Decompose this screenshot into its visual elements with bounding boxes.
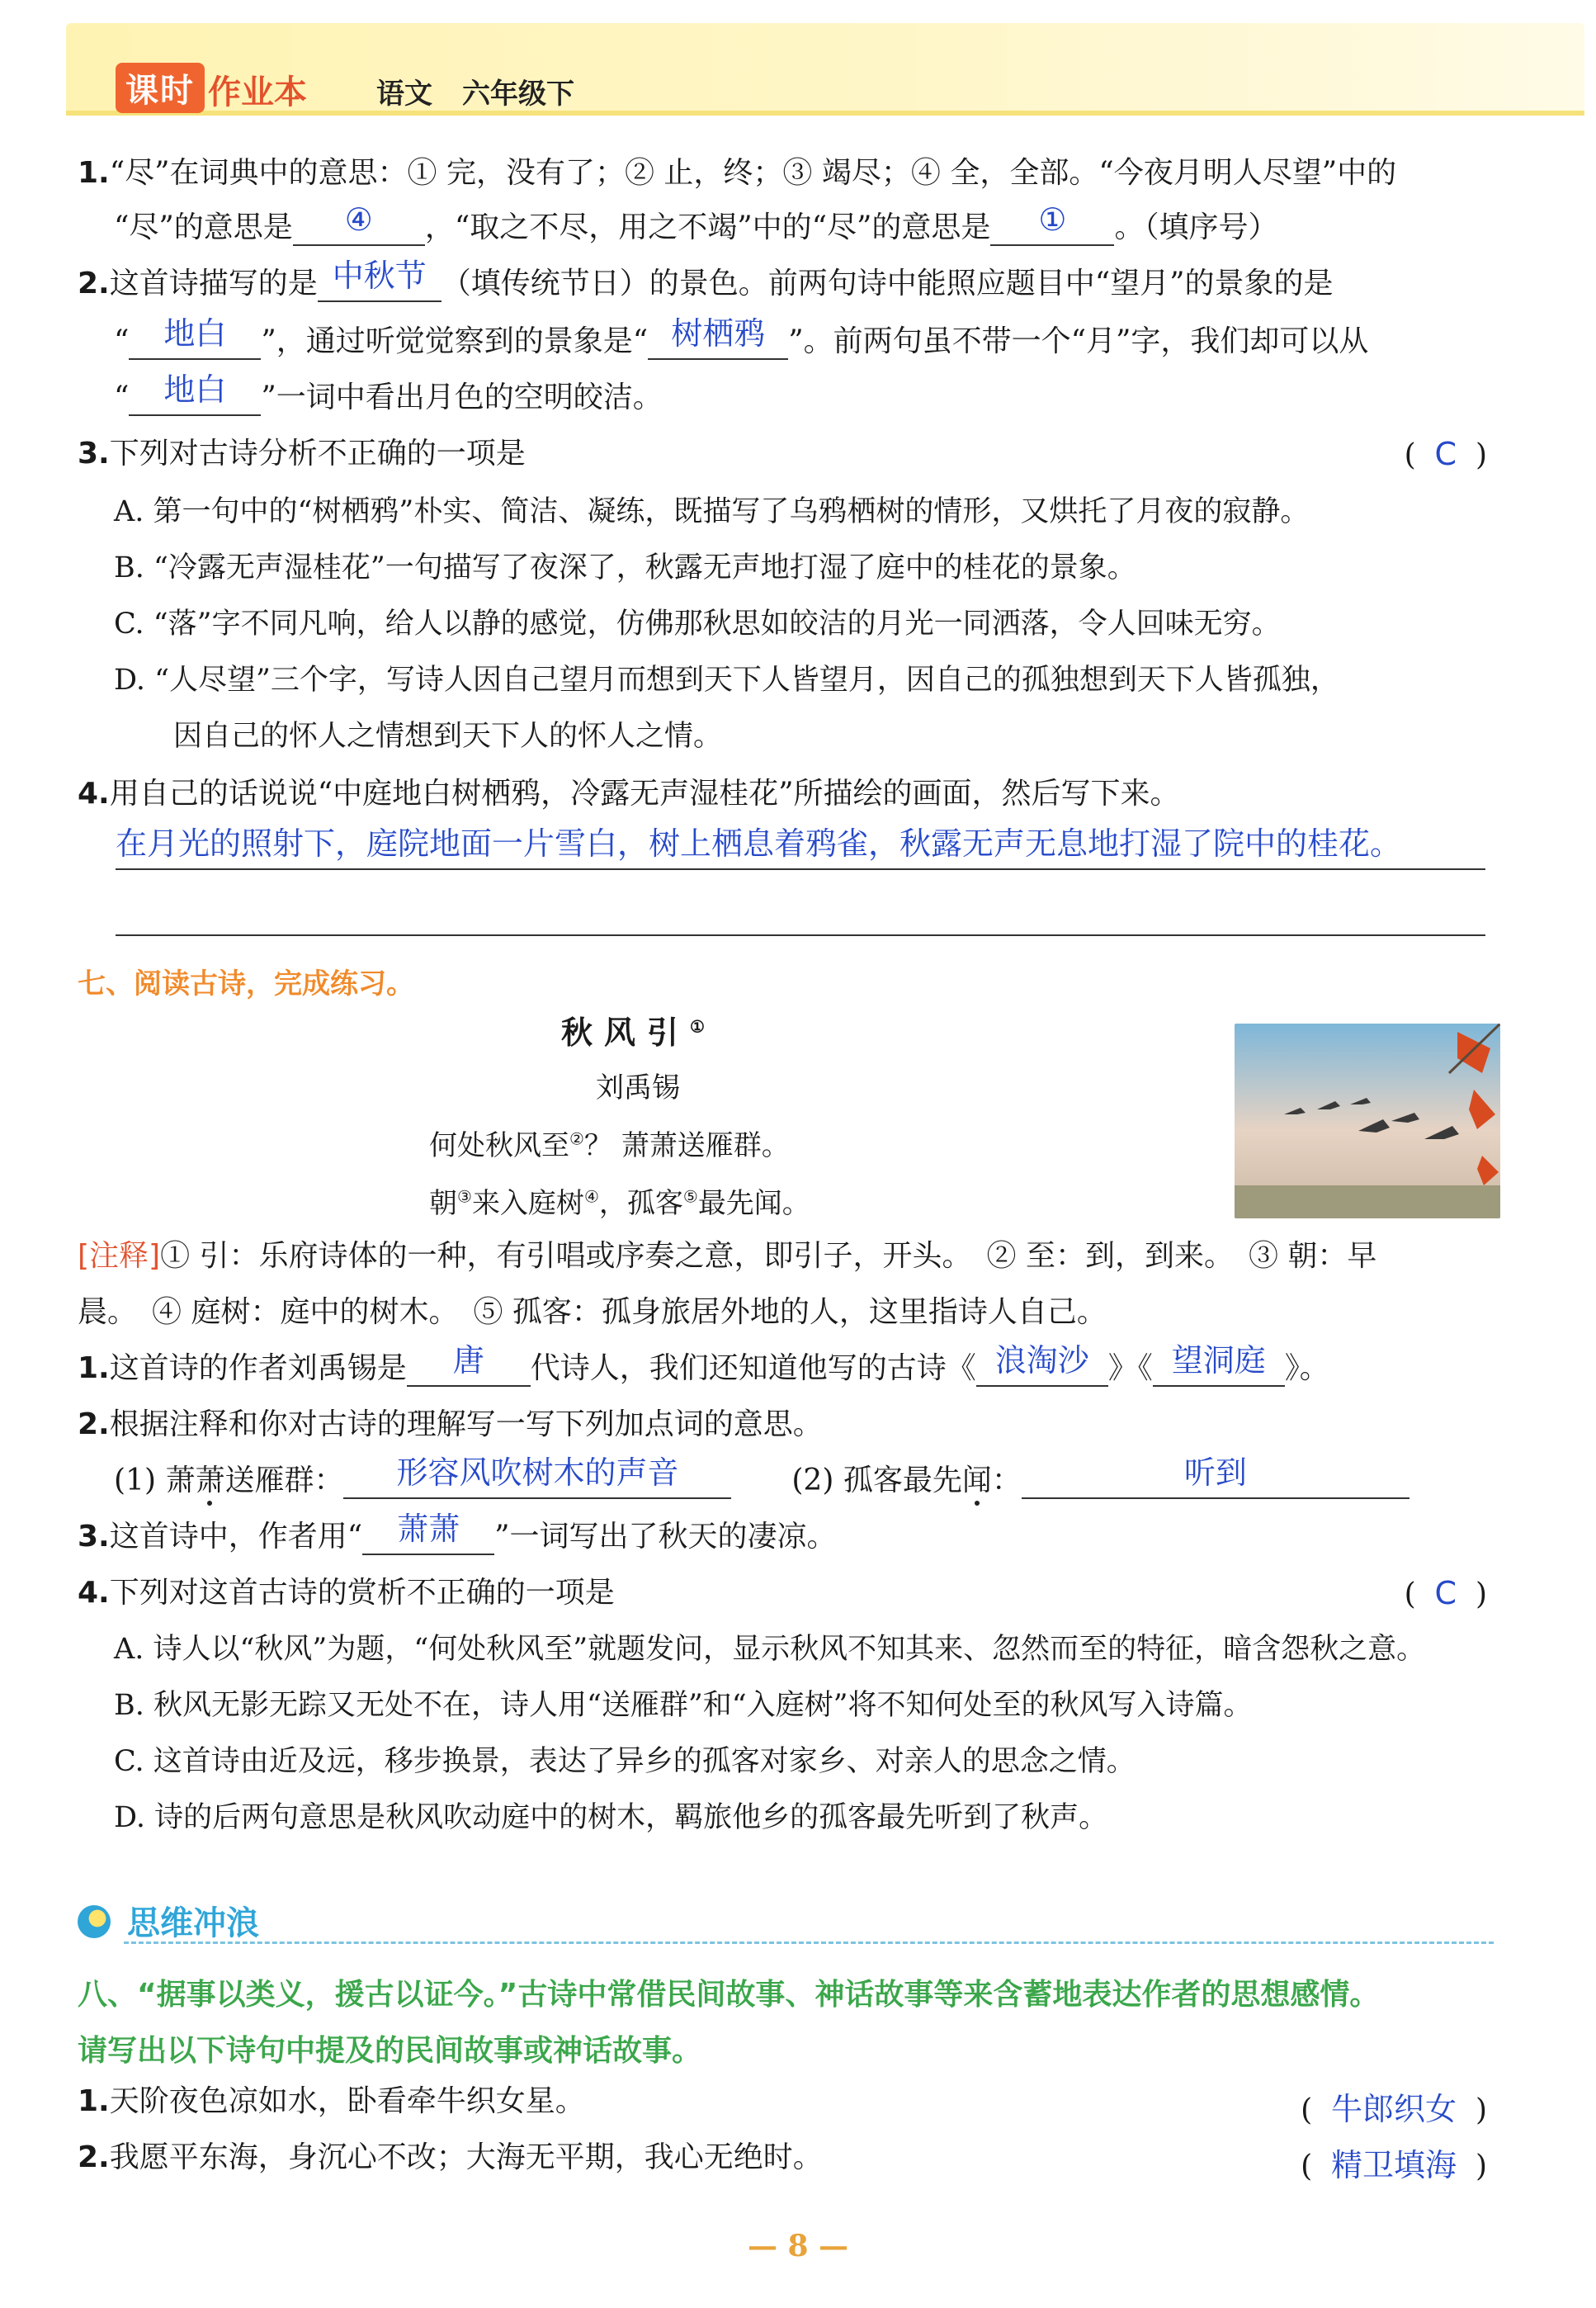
p6-q2-line1: 2.这首诗描写的是 中秋节 （填传统节日）的景色。前两句诗中能照应题目中“望月”的景象的是 (78, 258, 1334, 300)
answer-blank: 地白 (129, 325, 261, 360)
answer-blank: 萧萧 (362, 1521, 494, 1555)
poem-line-1: 何处秋风至②？ 萧萧送雁群。 (429, 1128, 790, 1162)
poem-line-2: 朝③来入庭树④，孤客⑤最先闻。 (429, 1186, 810, 1220)
p6-q3-stem: 3.下列对古诗分析不正确的一项是 (78, 437, 526, 471)
p7-q4-option-c: C. 这首诗由近及远，移步换景，表达了异乡的孤客对家乡、对亲人的思念之情。 (114, 1745, 1136, 1778)
answer-blank: 望洞庭 (1153, 1352, 1285, 1387)
p6-q2-line3: “ 地白 ”一词中看出月色的空明皎洁。 (114, 371, 663, 414)
p7-q3: 3.这首诗中，作者用“ 萧萧 ”一词写出了秋天的凄凉。 (78, 1511, 837, 1554)
banner-divider (124, 1941, 1494, 1944)
p6-q4-answer: 在月光的照射下，庭院地面一片雪白，树上栖息着鸦雀，秋露无声无息地打湿了院中的桂花。 (116, 825, 1402, 862)
p7-q2-sub: (1) 萧萧送雁群： 形容风吹树木的声音 (2) 孤客最先闻： 听到 (114, 1463, 1409, 1499)
p7-q4-option-a: A. 诗人以“秋风”为题，“何处秋风至”就题发问，显示秋风不知其来、忽然而至的特征，暗含怨秋之意。 (114, 1633, 1426, 1666)
answer-blank: 浪淘沙 (976, 1352, 1108, 1387)
answer-line (116, 934, 1485, 936)
grade-label: 六年级下 (462, 78, 574, 111)
p7-q4-option-d: D. 诗的后两句意思是秋风吹动庭中的树木，羁旅他乡的孤客最先听到了秋声。 (114, 1801, 1108, 1834)
answer-blank: 听到 (1022, 1464, 1409, 1499)
subject-label: 语文 (376, 78, 432, 111)
p7-q2-stem: 2.根据注释和你对古诗的理解写一写下列加点词的意思。 (78, 1407, 823, 1441)
poem-notes-line2: 晨。 ④ 庭树：庭中的树木。 ⑤ 孤客：孤身旅居外地的人，这里指诗人自己。 (78, 1295, 1107, 1329)
poem-title: 秋风引① (561, 1014, 716, 1051)
brand-subtitle: 作业本 (208, 73, 307, 111)
p7-q4-option-b: B. 秋风无影无踪又无处不在，诗人用“送雁群”和“入庭树”将不知何处至的秋风写入诗篇。 (114, 1689, 1253, 1722)
answer-blank: ① (990, 211, 1114, 246)
poem-author: 刘禹锡 (596, 1071, 680, 1104)
p8-q2: 2.我愿平东海，身沉心不改；大海无平期，我心无绝时。 (78, 2140, 823, 2174)
answer-blank: 地白 (129, 381, 261, 416)
poem-notes-line1: [注释]① 引：乐府诗体的一种，有引唱或序奏之意，即引子，开头。 ② 至：到，到来。 ③ 朝：早 (78, 1239, 1377, 1273)
answer-line (116, 868, 1485, 870)
section-8-intro-1: 八、“据事以类义，援古以证今。”古诗中常借民间故事、神话故事等来含蓄地表达作者的思想感情。 (78, 1978, 1380, 2012)
p6-q3-option-d: D. “人尽望”三个字，写诗人因自己望月而想到天下人皆望月，因自己的孤独想到天下人皆孤独， (114, 664, 1339, 697)
p7-q1: 1.这首诗的作者刘禹锡是 唐 代诗人，我们还知道他写的古诗《 浪淘沙 》《 望洞庭 》。 (78, 1342, 1329, 1385)
p8-q2-answer: ( 精卫填海 ) (1301, 2147, 1487, 2183)
section-banner-title: 思维冲浪 (127, 1904, 259, 1942)
brand-logo: 课时 (116, 63, 205, 113)
p8-q1: 1.天阶夜色凉如水，卧看牵牛织女星。 (78, 2084, 585, 2118)
p7-q4-answer: ( C ) (1404, 1575, 1487, 1611)
answer-blank: 中秋节 (318, 267, 441, 302)
autumn-geese-illustration (1235, 1024, 1500, 1218)
answer-blank: 形容风吹树木的声音 (343, 1464, 731, 1499)
p6-q3-answer: ( C ) (1404, 436, 1487, 472)
p7-q4-stem: 4.下列对这首古诗的赏析不正确的一项是 (78, 1576, 615, 1610)
p6-q4-stem: 4.用自己的话说说“中庭地白树栖鸦，冷露无声湿桂花”所描绘的画面，然后写下来。 (78, 777, 1180, 811)
p6-q1-line2: “尽”的意思是 ④ ，“取之不尽，用之不竭”中的“尽”的意思是 ① 。（填序号） (114, 201, 1278, 244)
answer-blank: ④ (293, 211, 425, 246)
wave-icon (78, 1905, 111, 1938)
p6-q3-option-c: C. “落”字不同凡响，给人以静的感觉，仿佛那秋思如皎洁的月光一同洒落，令人回味无穷。 (114, 608, 1281, 641)
p8-q1-answer: ( 牛郎织女 ) (1301, 2091, 1487, 2127)
section-7-heading: 七、阅读古诗，完成练习。 (78, 967, 414, 1000)
answer-blank: 树栖鸦 (648, 325, 788, 360)
p6-q2-line2: “ 地白 ”，通过听觉觉察到的景象是“ 树栖鸦 ”。前两句虽不带一个“月”字，我们却可以从 (114, 315, 1369, 358)
p6-q3-option-a: A. 第一句中的“树栖鸦”朴实、简洁、凝练，既描写了乌鸦栖树的情形，又烘托了月夜的寂静。 (114, 495, 1310, 528)
section-8-intro-2: 请写出以下诗句中提及的民间故事或神话故事。 (78, 2034, 702, 2068)
page-number: — 8 — (747, 2229, 849, 2263)
notes-tag: [注释] (78, 1239, 161, 1273)
p6-q1-line1: 1.“尽”在词典中的意思：① 完，没有了；② 止，终；③ 竭尽；④ 全，全部。“今夜月明人尽望”中的 (78, 156, 1397, 190)
p6-q3-option-d-cont: 因自己的怀人之情想到天下人的怀人之情。 (173, 720, 723, 753)
p6-q3-option-b: B. “冷露无声湿桂花”一句描写了夜深了，秋露无声地打湿了庭中的桂花的景象。 (114, 551, 1136, 584)
answer-blank: 唐 (407, 1352, 531, 1387)
